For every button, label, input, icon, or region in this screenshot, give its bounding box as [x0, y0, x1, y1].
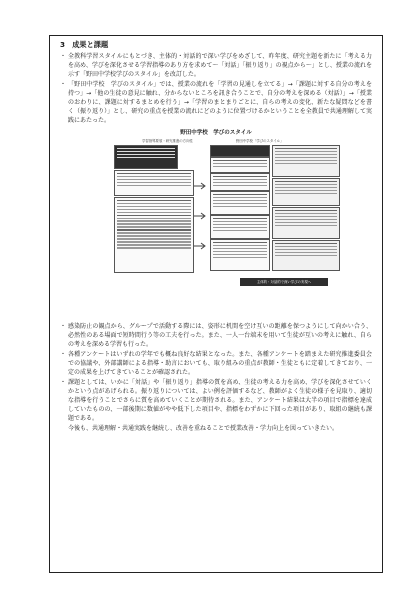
- learning-style-figure: [112, 138, 342, 293]
- figure-area: [60, 126, 372, 322]
- figure-step-4: [210, 215, 270, 239]
- paragraph-text: 全教科学習スタイルにもとづき、主体的・対話的で深い学びをめざして、昨年度、研究主題を新たに「考える力を高め、学びを深化させる学習指導のあり方を求めて～「対話」「振り返り」の視点から～」とし、授業の流れを示す「野田中学校学びのスタイル」を改訂した。: [68, 53, 372, 78]
- figure-left-header-box: [114, 145, 178, 169]
- figure-detail-4: [272, 240, 340, 271]
- paragraph-3: [60, 322, 372, 349]
- figure-detail-1: [272, 145, 340, 177]
- figure-detail-3: [272, 207, 340, 239]
- figure-label-right: 野田中学校「学びのスタイル」: [236, 139, 284, 143]
- figure-left-box-2: [114, 170, 194, 196]
- page-content: [60, 40, 372, 433]
- figure-caption: 野田中学校 学びのスタイル: [180, 130, 252, 136]
- figure-bottom-label: 主体的・対話的で深い学びの実現へ: [240, 278, 328, 286]
- paragraph-text: 課題としては、いかに「対話」や「振り返り」指導の質を高め、生徒の考える力を高め、学びを深化させていくかという点があげられる。振り返りについては、よい例を評価するなど、教師がよく生徒の様子を見取り、適切な指導を行うことでさらに質を高めていくことが期待される。また、アンケート結果は大半の項目で指標を達成していたものの、一部後期に数値がやや低下した項目や、指標をわずかに下回った項目があり、取組の継続も課題である。: [68, 379, 372, 422]
- paragraph-text: 感染防止の観点から、グループで活動する際には、姿形に机間を空け互いの距離を保つようにして向かい合う、必然性のある場面で短時間行う等の工夫を行った。また、一人一台端末を用いて生徒が互いの考えに触れ、自らの考えを深める学習も行った。: [68, 323, 372, 348]
- figure-step-3: [210, 191, 270, 215]
- figure-step-5: [210, 239, 270, 271]
- bullet: ・: [60, 379, 67, 386]
- bullet: ・: [60, 323, 67, 330]
- paragraph-4: [60, 350, 372, 377]
- bullet: ・: [60, 81, 67, 88]
- figure-left-box-3: [114, 197, 194, 273]
- figure-detail-2: [272, 178, 340, 206]
- paragraph-1: [60, 52, 372, 79]
- closing-paragraph: 今後も、共通理解・共通実践を継続し、改善を重ねることで授業改善・学力向上を図っていきたい。: [68, 425, 339, 432]
- paragraph-text: 「野田中学校 学びのスタイル」では、授業の流れを「学習の見通しを立てる」→「課題に対する自分の考えを持つ」→「他の生徒の意見に触れ、分からないところを訊き合うことで、自分の考えを深める（対話）」→「授業のおわりに、課題に対するまとめを行う」→「学習のまとまりごとに、自らの考えの変化、新たな疑問などを書く（振り返り）」とし、研究の重点を授業の流れにどのように位置づけるかということを全教員で共通理解して実践にあたった。: [68, 81, 372, 124]
- bullet: ・: [60, 53, 67, 60]
- flow-arrows: [192, 178, 208, 258]
- figure-step-1: [210, 157, 270, 173]
- figure-right-header: [210, 145, 270, 157]
- figure-step-2: [210, 173, 270, 191]
- paragraph-text: 各種アンケートはいずれの学年でも概ね良好な結果となった。また、各種アンケートを踏まえた研究推進委員会での協議や、外部講師による指導・助言においても、取り組みの重点が教師・生徒ともに定着してきており、一定の成果を上げてきていることが確認された。: [68, 351, 372, 376]
- figure-label-left: 学習指導要領・研究推進の方向性: [142, 139, 193, 143]
- paragraph-5: [60, 378, 372, 423]
- paragraph-2: [60, 80, 372, 125]
- section-title: 3 成果と課題: [60, 40, 109, 49]
- bullet: ・: [60, 351, 67, 358]
